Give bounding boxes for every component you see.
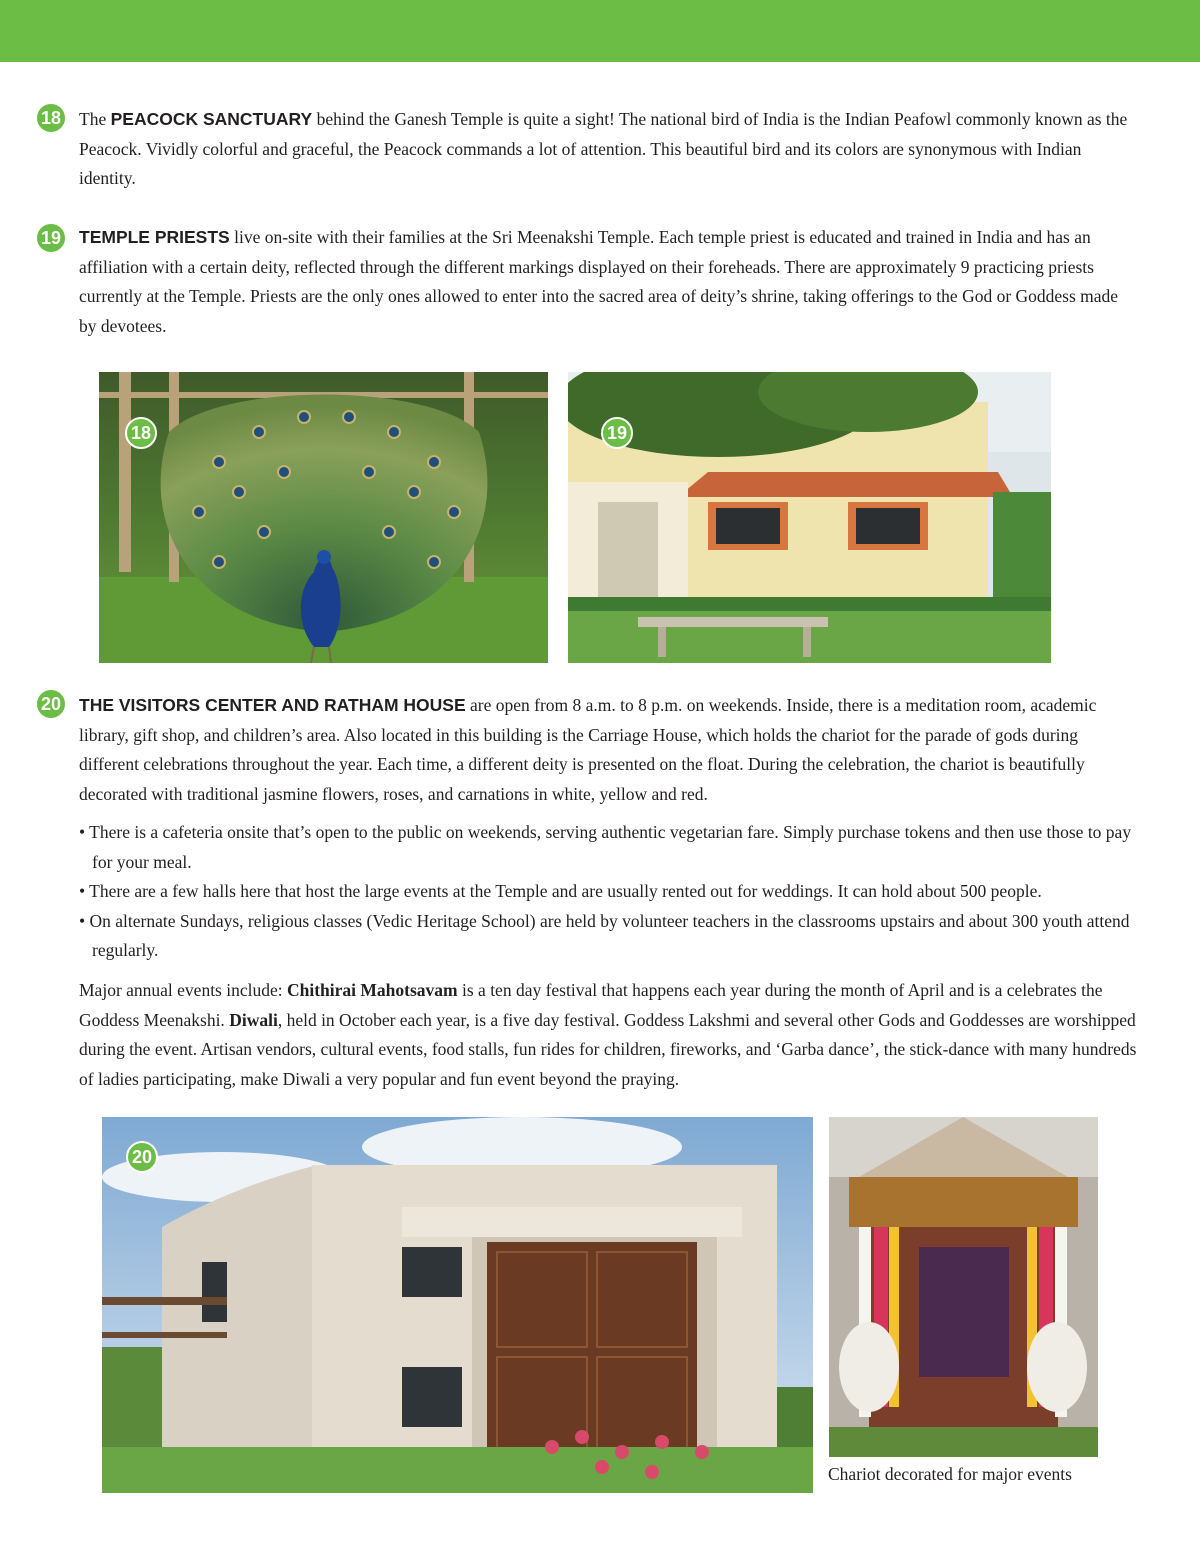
events-intro: Major annual events include: (79, 980, 283, 1000)
temple-priests-paragraph (79, 223, 1139, 341)
event-description: is a ten day festival that happens each year during the month of April and is a celebrates the Goddess Meenakshi. (79, 980, 1103, 1030)
visitors-center-photo (102, 1117, 813, 1493)
list-item: • There is a cafeteria onsite that’s open to the public on weekends, serving authentic vegetarian fare. Simply purchase tokens and then use those to pay for your meal. (79, 822, 1132, 872)
event-name: Chithirai Mahotsavam (287, 980, 458, 1000)
annual-events-paragraph (79, 976, 1139, 1094)
section-heading: PEACOCK SANCTUARY (110, 109, 313, 129)
header-bar (0, 0, 1200, 62)
paragraph-body: live on-site with their families at the Sri Meenakshi Temple. Each temple priest is educated and trained in India and has an affiliation with a certain deity, reflected through the different markings displayed on their foreheads. There are approximately 9 practicing priests currently at the Temple. Priests are the only ones allowed to enter into the sacred area of deity’s shrine, taking offerings to the God or Goddess made by devotees. (79, 227, 1119, 336)
photo-number-badge: 19 (601, 417, 633, 449)
event-description: , held in October each year, is a five day festival. Goddess Lakshmi and several other Gods and Goddesses are worshipped during the event. Artisan vendors, cultural events, food stalls, fun rides for children, fireworks, and ‘Garba dance’, the stick-dance with many hundreds of ladies participating, make Diwali a very popular and fun event beyond the praying. (79, 1009, 1137, 1089)
priests-housing-photo (568, 372, 1051, 663)
amenities-list (79, 818, 1139, 966)
section-heading: TEMPLE PRIESTS (79, 227, 230, 247)
section-number-badge: 20 (35, 688, 67, 720)
paragraph-body: behind the Ganesh Temple is quite a sight! The national bird of India is the Indian Peafowl commonly known as the Peacock. Vividly colorful and graceful, the Peacock commands a lot of attention. This beautiful bird and its colors are synonymous with Indian identity. (79, 109, 1128, 188)
section-number-badge: 18 (35, 102, 67, 134)
chariot-photo (829, 1117, 1098, 1457)
section-heading: THE VISITORS CENTER AND RATHAM HOUSE (79, 695, 466, 715)
list-item: • There are a few halls here that host the large events at the Temple and are usually rented out for weddings. It can hold about 500 people. (79, 881, 1042, 901)
list-item: • On alternate Sundays, religious classes (Vedic Heritage School) are held by volunteer teachers in the classrooms upstairs and about 300 youth attend regularly. (79, 910, 1130, 960)
paragraph-body: are open from 8 a.m. to 8 p.m. on weekends. Inside, there is a meditation room, academic library, gift shop, and children’s area. Also located in this building is the Carriage House, which holds the chariot for the parade of gods during different celebrations throughout the year. Each time, a different deity is presented on the float. During the celebration, the chariot is beautifully decorated with traditional jasmine flowers, roses, and carnations in white, yellow and red. (79, 695, 1097, 804)
visitors-center-paragraph (79, 691, 1139, 809)
peacock-photo (99, 372, 548, 663)
peacock-sanctuary-paragraph (79, 105, 1139, 194)
chariot-caption: Chariot decorated for major events (828, 1464, 1072, 1484)
event-name: Diwali (229, 1009, 278, 1030)
paragraph-lead: The (79, 109, 107, 129)
section-number-badge: 19 (35, 222, 67, 254)
photo-number-badge: 20 (126, 1141, 158, 1173)
photo-number-badge: 18 (125, 417, 157, 449)
